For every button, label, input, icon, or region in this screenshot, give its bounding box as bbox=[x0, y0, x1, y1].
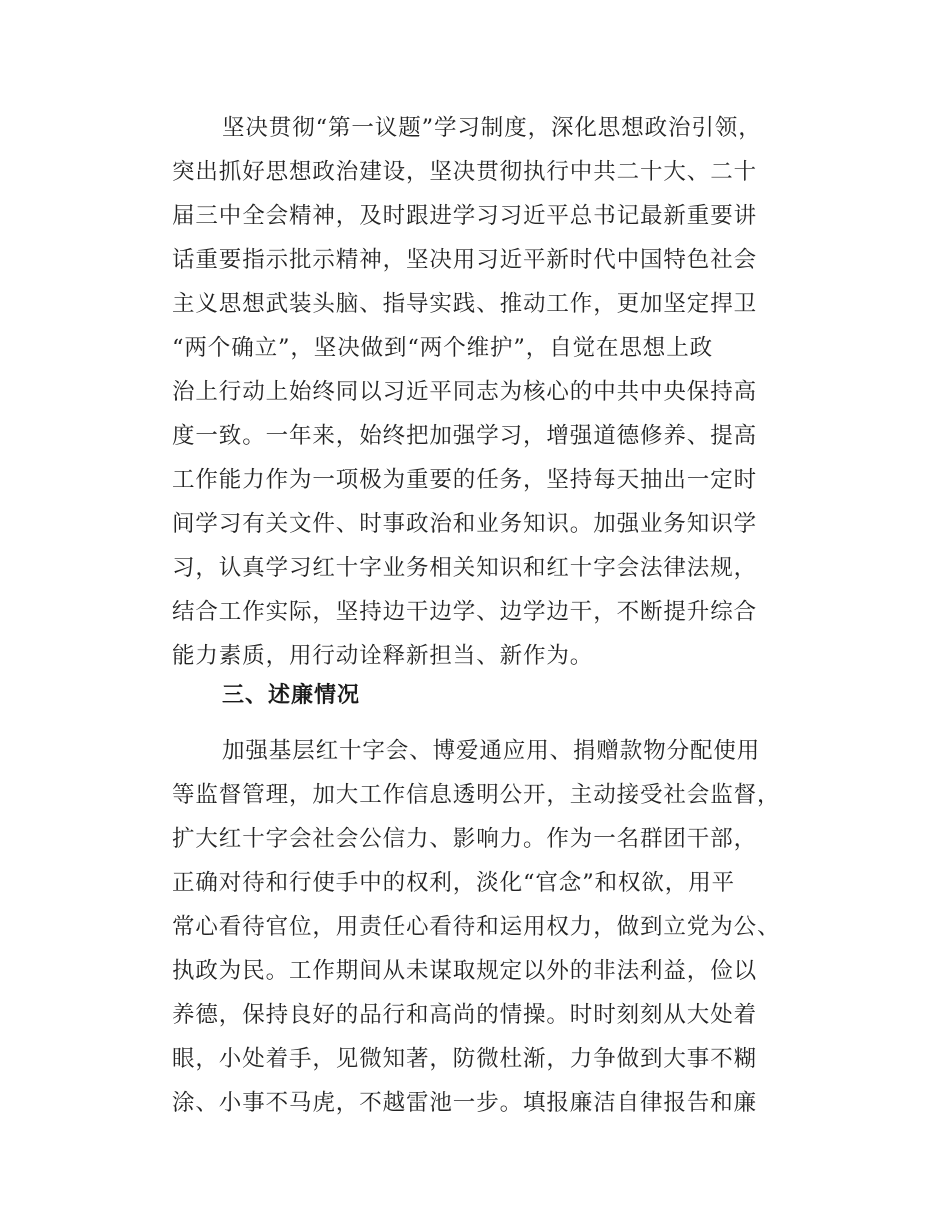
paragraph-line: 眼，小处着手，见微知著，防微杜渐，力争做到大事不糊 bbox=[172, 1046, 758, 1072]
paragraph-line: 间学习有关文件、时事政治和业务知识。加强业务知识学 bbox=[172, 511, 758, 537]
paragraph-line: “两个确立”，坚决做到“两个维护”，自觉在思想上政 bbox=[172, 335, 714, 361]
paragraph-line: 工作能力作为一项极为重要的任务，坚持每天抽出一定时 bbox=[172, 467, 758, 493]
paragraph-line: 涂、小事不马虎，不越雷池一步。填报廉洁自律报告和廉 bbox=[172, 1090, 758, 1116]
paragraph-line: 能力素质，用行动诠释新担当、新作为。 bbox=[172, 643, 594, 669]
paragraph-line: 坚决贯彻“第一议题”学习制度，深化思想政治引领， bbox=[222, 115, 762, 141]
paragraph-line: 执政为民。工作期间从未谋取规定以外的非法利益，俭以 bbox=[172, 958, 758, 984]
paragraph-line: 主义思想武装头脑、指导实践、推动工作，更加坚定捍卫 bbox=[172, 291, 758, 317]
section-heading: 三、述廉情况 bbox=[222, 683, 361, 708]
paragraph-line: 结合工作实际，坚持边干边学、边学边干，不断提升综合 bbox=[172, 599, 758, 625]
paragraph-line: 养德，保持良好的品行和高尚的情操。时时刻刻从大处着 bbox=[172, 1002, 758, 1028]
paragraph-line: 加强基层红十字会、博爱通应用、捐赠款物分配使用 bbox=[222, 738, 761, 764]
paragraph-line: 治上行动上始终同以习近平同志为核心的中共中央保持高 bbox=[172, 379, 758, 405]
paragraph-line: 习，认真学习红十字业务相关知识和红十字会法律法规， bbox=[172, 555, 758, 581]
paragraph-line: 届三中全会精神，及时跟进学习习近平总书记最新重要讲 bbox=[172, 203, 758, 229]
paragraph-line: 突出抓好思想政治建设，坚决贯彻执行中共二十大、二十 bbox=[172, 159, 758, 185]
paragraph-line: 度一致。一年来，始终把加强学习，增强道德修养、提高 bbox=[172, 423, 758, 449]
paragraph-line: 等监督管理，加大工作信息透明公开，主动接受社会监督， bbox=[172, 782, 781, 808]
paragraph-line: 正确对待和行使手中的权利，淡化“官念”和权欲，用平 bbox=[172, 870, 736, 896]
paragraph-line: 常心看待官位，用责任心看待和运用权力，做到立党为公、 bbox=[172, 914, 781, 940]
paragraph-line: 话重要指示批示精神，坚决用习近平新时代中国特色社会 bbox=[172, 247, 758, 273]
paragraph-line: 扩大红十字会社会公信力、影响力。作为一名群团干部， bbox=[172, 826, 758, 852]
